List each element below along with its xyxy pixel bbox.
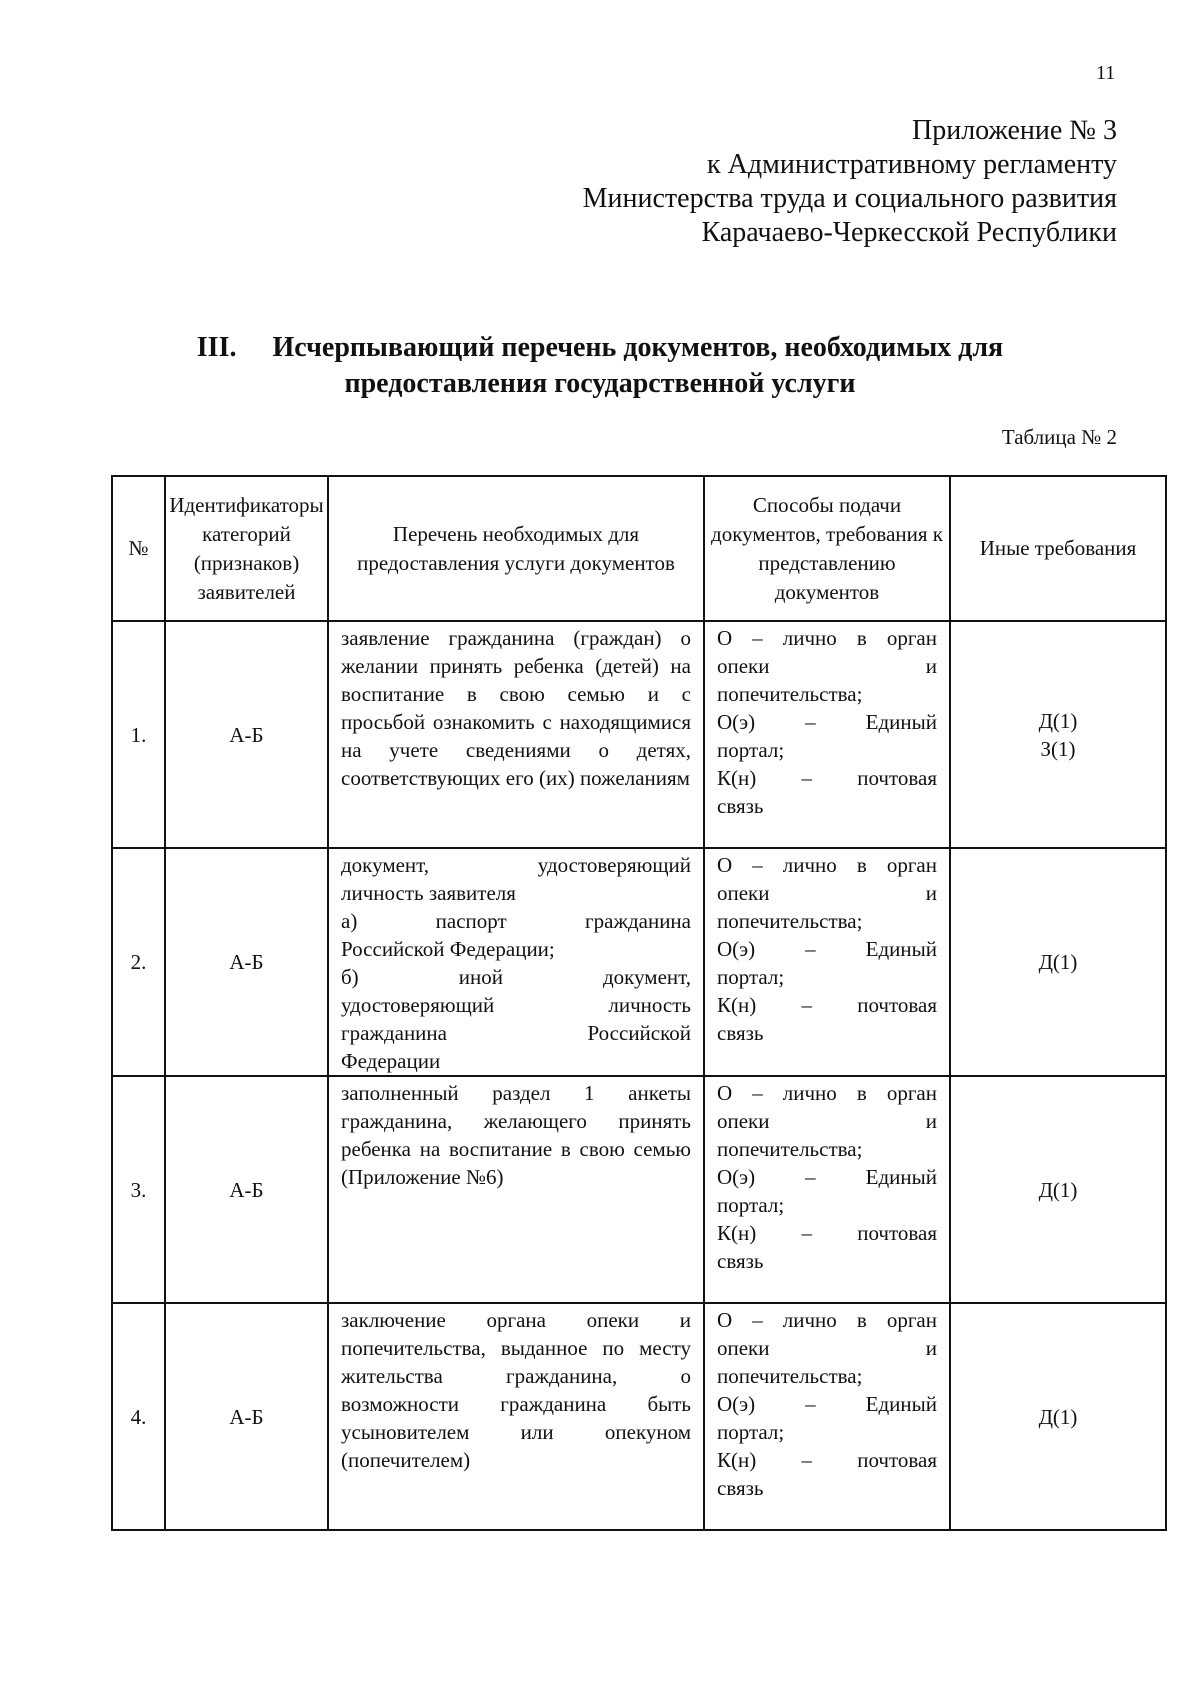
method-line: попечительства; <box>717 1137 863 1161</box>
row-document: заявление гражданина (граждан) о желании принять ребенка (детей) на воспитание в свою семью и с просьбой ознакомить с находящимися на учете сведениями о детях, соответствующих его (их) пожеланиям <box>328 621 704 848</box>
row-other-requirements <box>950 1076 1166 1303</box>
header-category: Идентификаторы категорий (признаков) заявителей <box>165 476 328 621</box>
table-row <box>112 848 1166 1076</box>
method-line: К(н) – почтовая <box>717 1448 937 1472</box>
method-line: О – лично в орган <box>717 1081 937 1105</box>
document-line: Федерации <box>341 1049 441 1073</box>
row-document: заполненный раздел 1 анкеты гражданина, желающего принять ребенка на воспитание в свою семью (Приложение №6) <box>328 1076 704 1303</box>
section-title-line-1: Исчерпывающий перечень документов, необходимых для <box>272 332 1004 363</box>
page-number: 11 <box>1096 62 1116 84</box>
method-line: О(э) – Единый <box>717 1392 937 1416</box>
row-other-requirements <box>950 621 1166 848</box>
method-line: О – лично в орган <box>717 626 937 650</box>
document-line: удостоверяющий личность <box>341 993 691 1017</box>
method-line: портал; <box>717 1420 785 1444</box>
method-line: связь <box>717 1476 764 1500</box>
header-num: № <box>112 476 165 621</box>
method-line: портал; <box>717 965 785 989</box>
annex-line-3: Министерства труда и социального развития <box>582 183 1117 214</box>
method-line: опеки и <box>717 881 937 905</box>
method-line: связь <box>717 794 764 818</box>
method-line: опеки и <box>717 1336 937 1360</box>
method-line: О – лично в орган <box>717 853 937 877</box>
annex-line-2: к Административному регламенту <box>707 149 1117 180</box>
other-requirement: Д(1) <box>1038 950 1078 974</box>
document-line: документ, удостоверяющий <box>341 853 691 877</box>
header-other: Иные требования <box>950 476 1166 621</box>
row-number: 4. <box>112 1303 165 1530</box>
document-line: б) иной документ, <box>341 965 691 989</box>
document-line: личность заявителя <box>341 881 516 905</box>
row-document <box>328 848 704 1076</box>
other-requirement: Д(1) <box>1038 1404 1078 1429</box>
row-methods <box>704 1303 950 1530</box>
method-line: О(э) – Единый <box>717 1165 937 1189</box>
method-line: портал; <box>717 1193 785 1217</box>
other-requirement: З(1) <box>1040 736 1076 761</box>
documents-table <box>111 475 1167 1531</box>
row-other-requirements <box>950 1303 1166 1530</box>
method-line: опеки и <box>717 654 937 678</box>
row-number: 1. <box>112 621 165 848</box>
method-line: связь <box>717 1021 764 1045</box>
annex-line-1: Приложение № 3 <box>912 115 1117 146</box>
row-methods <box>704 621 950 848</box>
row-document: заключение органа опеки и попечительства, выданное по месту жительства гражданина, о возможности гражданина быть усыновителем или опекуном (попечителем) <box>328 1303 704 1530</box>
table-header-row <box>112 476 1166 621</box>
method-line: К(н) – почтовая <box>717 766 937 790</box>
table-row <box>112 1303 1166 1530</box>
annex-line-4: Карачаево-Черкесской Республики <box>701 217 1117 248</box>
other-requirement: Д(1) <box>1038 708 1078 733</box>
table-row <box>112 1076 1166 1303</box>
row-category: А-Б <box>165 1303 328 1530</box>
row-category: А-Б <box>165 1076 328 1303</box>
method-line: опеки и <box>717 1109 937 1133</box>
row-category: А-Б <box>165 848 328 1076</box>
method-line: попечительства; <box>717 909 863 933</box>
other-requirement: Д(1) <box>1038 1177 1078 1202</box>
table-row <box>112 621 1166 848</box>
method-line: О – лично в орган <box>717 1308 937 1332</box>
document-line: Российской Федерации; <box>341 937 555 961</box>
method-line: К(н) – почтовая <box>717 1221 937 1245</box>
section-number: III. <box>196 332 237 363</box>
method-line: О(э) – Единый <box>717 710 937 734</box>
document-line: а) паспорт гражданина <box>341 909 691 933</box>
annex-header <box>583 114 1117 250</box>
method-line: К(н) – почтовая <box>717 993 937 1017</box>
section-title-line-2: предоставления государственной услуги <box>344 368 856 399</box>
header-methods: Способы подачи документов, требования к представлению документов <box>704 476 950 621</box>
method-line: О(э) – Единый <box>717 937 937 961</box>
method-line: портал; <box>717 738 785 762</box>
row-methods <box>704 1076 950 1303</box>
row-number: 2. <box>112 848 165 1076</box>
method-line: связь <box>717 1249 764 1273</box>
row-other-requirements <box>950 848 1166 1076</box>
document-line: гражданина Российской <box>341 1021 691 1045</box>
row-methods <box>704 848 950 1076</box>
table-caption: Таблица № 2 <box>1001 425 1117 449</box>
row-category: А-Б <box>165 621 328 848</box>
method-line: попечительства; <box>717 1364 863 1388</box>
row-number: 3. <box>112 1076 165 1303</box>
section-title <box>150 330 1050 402</box>
method-line: попечительства; <box>717 682 863 706</box>
header-documents: Перечень необходимых для предоставления услуги документов <box>328 476 704 621</box>
